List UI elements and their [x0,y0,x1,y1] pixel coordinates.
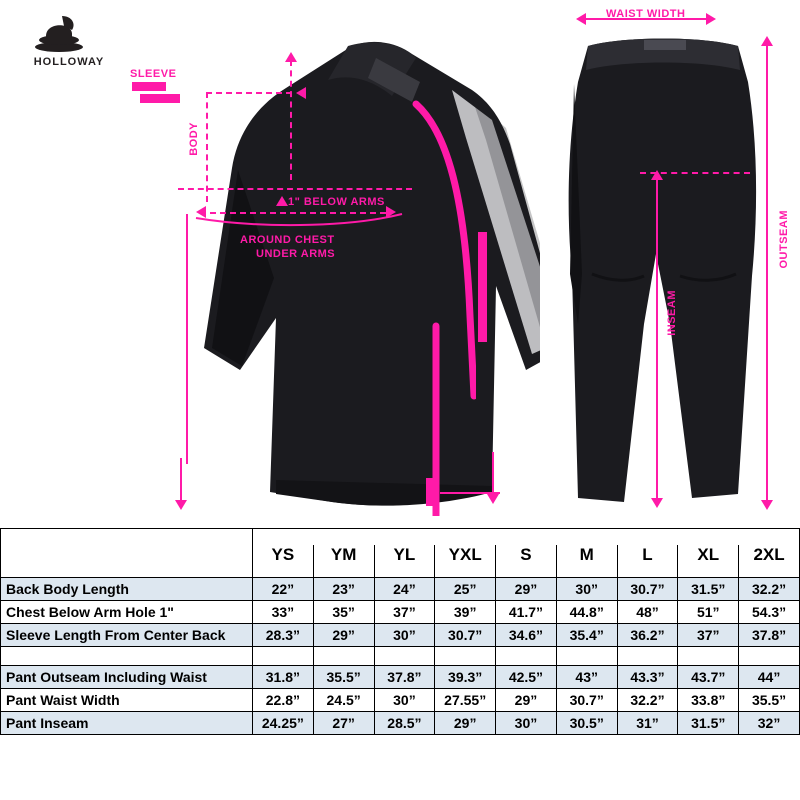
body-length-guide [290,60,292,180]
row-label [1,647,253,666]
header-blank-span [253,529,800,546]
measurement-cell: 51” [678,601,739,624]
measurement-cell: 35.4” [556,624,617,647]
measurement-cell: 30.7” [617,578,678,601]
column-header-yl: YL [374,545,435,578]
measurement-cell [496,647,557,666]
hem-right-arrow [487,494,499,504]
label-around-chest: AROUND CHEST [240,234,335,246]
shoulder-guide [206,92,292,94]
column-header-xl: XL [678,545,739,578]
measurement-cell: 43” [556,666,617,689]
outseam-measure [766,44,768,506]
header-blank-cell [1,529,253,546]
inseam-arrow-up [651,170,663,180]
table-spacer-row [1,647,800,666]
table-row [1,689,800,712]
pants-graphic [552,24,772,524]
row-label: Pant Inseam [1,712,253,735]
label-under-arms: UNDER ARMS [256,248,336,260]
measurement-cell: 24.25” [253,712,314,735]
measurement-cell: 30” [556,578,617,601]
inseam-measure [656,178,658,504]
measurement-cell: 32.2” [617,689,678,712]
measurement-cell: 29” [496,689,557,712]
measurement-cell: 31.5” [678,712,739,735]
measurement-cell: 37.8” [374,666,435,689]
column-header-ym: YM [313,545,374,578]
table-row [1,666,800,689]
column-header-blank [1,545,253,578]
row-label: Pant Outseam Including Waist [1,666,253,689]
hem-bottom-marker [440,492,500,494]
label-waist-width: WAIST WIDTH [606,8,686,20]
measurement-cell [374,647,435,666]
table-header [1,529,800,578]
measurement-cell: 24.5” [313,689,374,712]
chest-curve-guide [186,200,416,230]
measurement-cell [313,647,374,666]
brand-name: HOLLOWAY [33,56,105,68]
measurement-cell: 28.5” [374,712,435,735]
column-header-ys: YS [253,545,314,578]
jacket-graphic [120,18,540,528]
measurement-cell: 48” [617,601,678,624]
measurement-cell: 35.5” [313,666,374,689]
measurement-cell: 39.3” [435,666,496,689]
measurement-cell: 28.3” [253,624,314,647]
measurement-cell: 32” [739,712,800,735]
measurement-cell: 44.8” [556,601,617,624]
brand-logo [14,14,124,76]
measurement-cell: 39” [435,601,496,624]
measurement-cell: 36.2” [617,624,678,647]
sleeve-length-guide [396,96,476,516]
shoulder-arrow-left [296,87,306,99]
table-header-spacer-row [1,529,800,546]
table-row [1,712,800,735]
measurement-cell: 27.55” [435,689,496,712]
chest-line-guide [178,188,412,190]
measurement-cell: 41.7” [496,601,557,624]
measurement-cell [617,647,678,666]
column-header-s: S [496,545,557,578]
measurement-cell: 44” [739,666,800,689]
holloway-logo-icon [32,14,86,54]
measurement-cell [253,647,314,666]
row-label: Sleeve Length From Center Back [1,624,253,647]
body-length-arrow-up [285,52,297,62]
row-label: Chest Below Arm Hole 1" [1,601,253,624]
table-row [1,578,800,601]
size-chart-table [0,528,800,735]
measurement-cell: 31.5” [678,578,739,601]
outseam-arrow-down [761,500,773,510]
inseam-arrow-down [651,498,663,508]
back-length-measure [186,214,188,464]
measurement-cell: 30.7” [556,689,617,712]
table-header-sizes-row [1,545,800,578]
measurement-cell: 37” [678,624,739,647]
sleeve-cuff-bar [426,478,435,506]
measurement-cell: 37.8” [739,624,800,647]
measurement-cell: 27” [313,712,374,735]
table-body [1,578,800,735]
measurement-cell: 29” [313,624,374,647]
measurement-cell: 25” [435,578,496,601]
measurement-cell: 43.7” [678,666,739,689]
row-label: Back Body Length [1,578,253,601]
measurement-cell: 30.7” [435,624,496,647]
measurement-cell [435,647,496,666]
measurement-cell: 22.8” [253,689,314,712]
measurement-cell: 37” [374,601,435,624]
measurement-cell: 30” [496,712,557,735]
table-row [1,601,800,624]
measurement-cell: 32.2” [739,578,800,601]
measurement-cell: 30” [374,624,435,647]
outseam-arrow-up [761,36,773,46]
measurement-cell: 22” [253,578,314,601]
hem-left-marker [180,458,182,504]
measurement-cell: 34.6” [496,624,557,647]
measurement-cell [739,647,800,666]
measurement-cell: 30” [374,689,435,712]
sleeve-callout-bar-1 [132,82,166,91]
measurement-cell: 29” [496,578,557,601]
sleeve-callout-bar-2 [140,94,180,103]
label-inseam: INSEAM [666,290,678,336]
measurement-cell: 30.5” [556,712,617,735]
waist-arrow-left [576,13,586,25]
label-outseam: OUTSEAM [778,210,790,269]
column-header-l: L [617,545,678,578]
measurement-cell: 24” [374,578,435,601]
column-header-m: M [556,545,617,578]
label-sleeve: SLEEVE [130,68,177,80]
measurement-cell: 54.3” [739,601,800,624]
label-body: BODY [188,122,200,156]
measurement-cell: 33” [253,601,314,624]
table-row [1,624,800,647]
measurement-cell: 29” [435,712,496,735]
label-below-arms: 1" BELOW ARMS [288,196,385,208]
measurement-cell: 35” [313,601,374,624]
measurement-cell: 35.5” [739,689,800,712]
measurement-cell [678,647,739,666]
row-label: Pant Waist Width [1,689,253,712]
body-left-guide [206,92,208,202]
measurement-cell [556,647,617,666]
measurement-cell: 23” [313,578,374,601]
sleeve-length-bar [478,232,487,342]
measurement-cell: 43.3” [617,666,678,689]
measurement-cell: 33.8” [678,689,739,712]
column-header-yxl: YXL [435,545,496,578]
measurement-cell: 42.5” [496,666,557,689]
measurement-cell: 31” [617,712,678,735]
column-header-2xl: 2XL [739,545,800,578]
waist-arrow-right [706,13,716,25]
measurement-cell: 31.8” [253,666,314,689]
hem-left-arrow [175,500,187,510]
